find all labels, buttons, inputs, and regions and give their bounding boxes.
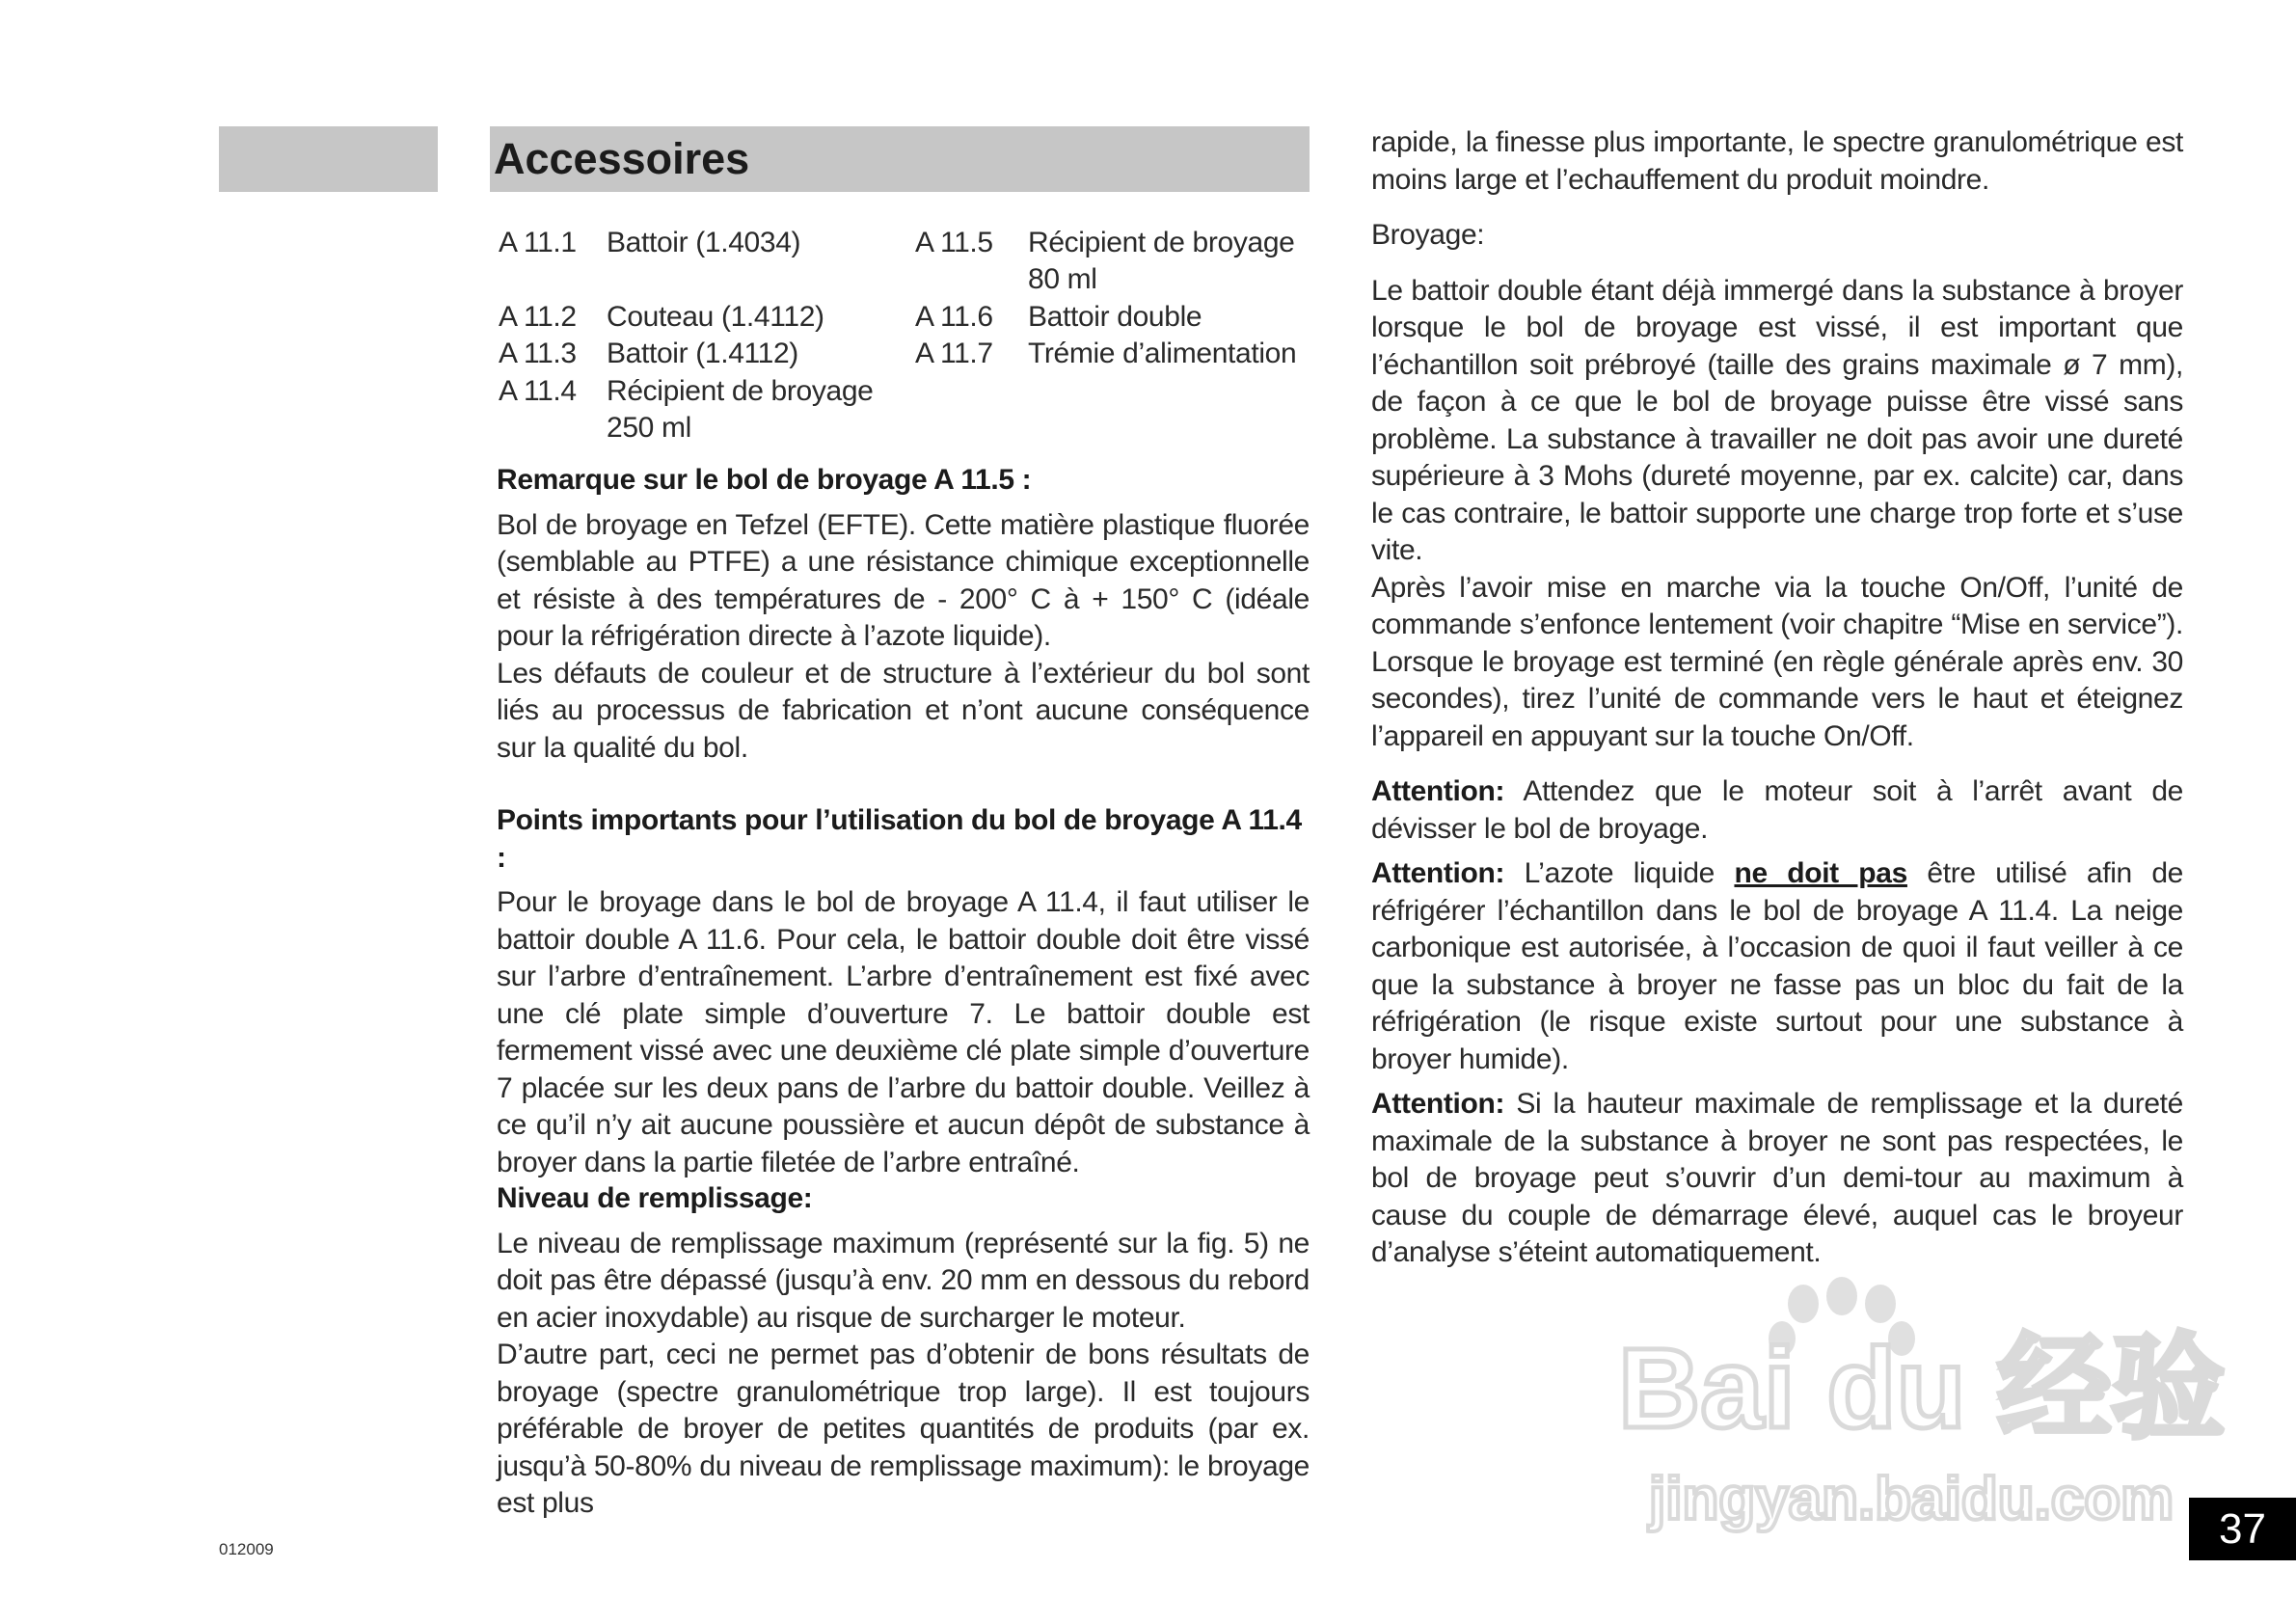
baidu-watermark — [1610, 1283, 2226, 1533]
section-tab — [219, 126, 438, 192]
accessory-code: A 11.3 — [499, 338, 577, 369]
accessory-label: Couteau (1.4112) — [607, 301, 824, 333]
attention-label: Attention: — [1371, 775, 1505, 807]
accessory-label: Battoir double — [1028, 301, 1202, 333]
right-column — [1371, 124, 2183, 1272]
accessory-code: A 11.7 — [915, 338, 993, 369]
accessory-code: A 11.6 — [915, 301, 993, 333]
accessory-label: Récipient de broyage — [1028, 227, 1295, 258]
watermark-brand: Bai du 经验 — [1618, 1325, 2226, 1452]
section-heading: Points importants pour l’utilisation du bol de broyage A 11.4 : — [497, 804, 1302, 874]
attention-text: Attendez que le moteur soit à l’arrêt avant de dévisser le bol de broyage. — [1371, 775, 2183, 845]
paragraph: D’autre part, ceci ne permet pas d’obtenir de bons résultats de broyage (spectre granulométrique trop large). Il est toujours préférable de broyer de petites quantités de produits (par ex. jusqu’à 50-80% du niveau de remplissage maximum): le broyage est plus — [497, 1339, 1310, 1519]
accessory-code: A 11.5 — [915, 227, 993, 258]
paragraph: rapide, la finesse plus importante, le spectre granulométrique est moins large et l’echauffement du produit moindre. — [1371, 126, 2183, 196]
accessory-code: A 11.1 — [499, 227, 577, 258]
section-heading: Remarque sur le bol de broyage A 11.5 : — [497, 464, 1032, 496]
section-bol-a115 — [497, 462, 1310, 767]
accessory-label-line2: 80 ml — [1028, 263, 1097, 295]
attention-note — [1371, 773, 2183, 848]
accessory-code: A 11.2 — [499, 301, 577, 333]
paragraph: Le battoir double étant déjà immergé dans la substance à broyer lorsque le bol de broyage est vissé, il est important que l’échantillon soit prébroyé (taille des grains maximale ø 7 mm), de façon à ce que le bol de broyage puisse être vissé sans problème. La substance à travailler ne doit pas avoir une dureté supérieure à 3 Mohs (dureté moyenne, par ex. calcite) car, dans le cas contraire, le battoir supporte une charge trop forte et s’use vite. — [1371, 274, 2183, 566]
paragraph: Pour le broyage dans le bol de broyage A 11.4, il faut utiliser le battoir double A 11.6. Pour cela, le battoir double doit être vissé sur l’arbre d’entraînement. L’arbre d’entraînement est fixé avec une clé plate simple d’ouverture 7. Le battoir double est fermement vissé avec une deuxième clé plate simple d’ouverture 7 placée sur les deux pans de l’arbre du battoir double. Veillez à ce qu’il n’y ait aucune poussière et aucun dépôt de substance à broyer dans la partie filetée de l’arbre entraîné. — [497, 886, 1310, 1178]
attention-label: Attention: — [1371, 1088, 1505, 1120]
section-heading: Niveau de remplissage: — [497, 1182, 813, 1214]
accessory-label: Battoir (1.4112) — [607, 338, 798, 369]
attention-note — [1371, 855, 2183, 1078]
attention-text: L’azote liquide — [1504, 857, 1735, 889]
attention-text: Si la hauteur maximale de remplissage et la dureté maximale de la substance à broyer ne sont pas respectées, le bol de broyage peut s’ouvrir d’un demi-tour au maximum à cause du couple de démarrage élevé, auquel cas le broyeur d’analyse s’éteint automatiquement. — [1371, 1088, 2183, 1268]
page-title: Accessoires — [494, 134, 750, 183]
accessory-label: Trémie d’alimentation — [1028, 338, 1297, 369]
attention-note — [1371, 1086, 2183, 1272]
accessory-label: Récipient de broyage — [607, 375, 874, 407]
paragraph: Le niveau de remplissage maximum (représenté sur la fig. 5) ne doit pas être dépassé (jusqu’à env. 20 mm en dessous du rebord en acier inoxydable) au risque de surcharger le moteur. — [497, 1227, 1310, 1334]
page-number: 37 — [2189, 1498, 2296, 1560]
broyage-label: Broyage: — [1371, 219, 1485, 251]
accessory-label-line2: 250 ml — [607, 412, 691, 444]
accessory-code: A 11.4 — [499, 375, 577, 407]
section-bol-a114 — [497, 802, 1310, 1181]
title-bar — [490, 126, 1310, 192]
paragraph: Après l’avoir mise en marche via la touche On/Off, l’unité de commande s’enfonce lentement (voir chapitre “Mise en service”). Lorsque le broyage est terminé (en règle générale après env. 30 secondes), tirez l’unité de commande vers le haut et éteignez l’appareil en appuyant sur la touche On/Off. — [1371, 571, 2183, 752]
paragraph: Bol de broyage en Tefzel (EFTE). Cette matière plastique fluorée (semblable au PTFE) a une résistance chimique exceptionnelle et résiste à des températures de - 200° C à + 150° C (idéale pour la réfrigération directe à l’azote liquide). — [497, 508, 1310, 652]
attention-emphasis: ne doit pas — [1734, 857, 1907, 889]
paragraph: Les défauts de couleur et de structure à l’extérieur du bol sont liés au processus de fabrication et n’ont aucune conséquence sur la qualité du bol. — [497, 657, 1310, 764]
paw-logo-icon — [1610, 1283, 2226, 1533]
document-code: 012009 — [219, 1540, 274, 1558]
accessory-label: Battoir (1.4034) — [607, 227, 801, 258]
attention-label: Attention: — [1371, 857, 1505, 889]
watermark-url: jingyan.baidu.com — [1649, 1466, 2174, 1532]
attention-text: être utilisé afin de réfrigérer l’échantillon dans le bol de broyage A 11.4. La neige carbonique est autorisée, à l’occasion de quoi il faut veiller à ce que la substance à broyer ne fasse pas un bloc du fait de la réfrigération (le risque existe surtout pour une substance à broyer humide). — [1371, 857, 2184, 1075]
section-remplissage — [497, 1180, 1310, 1523]
